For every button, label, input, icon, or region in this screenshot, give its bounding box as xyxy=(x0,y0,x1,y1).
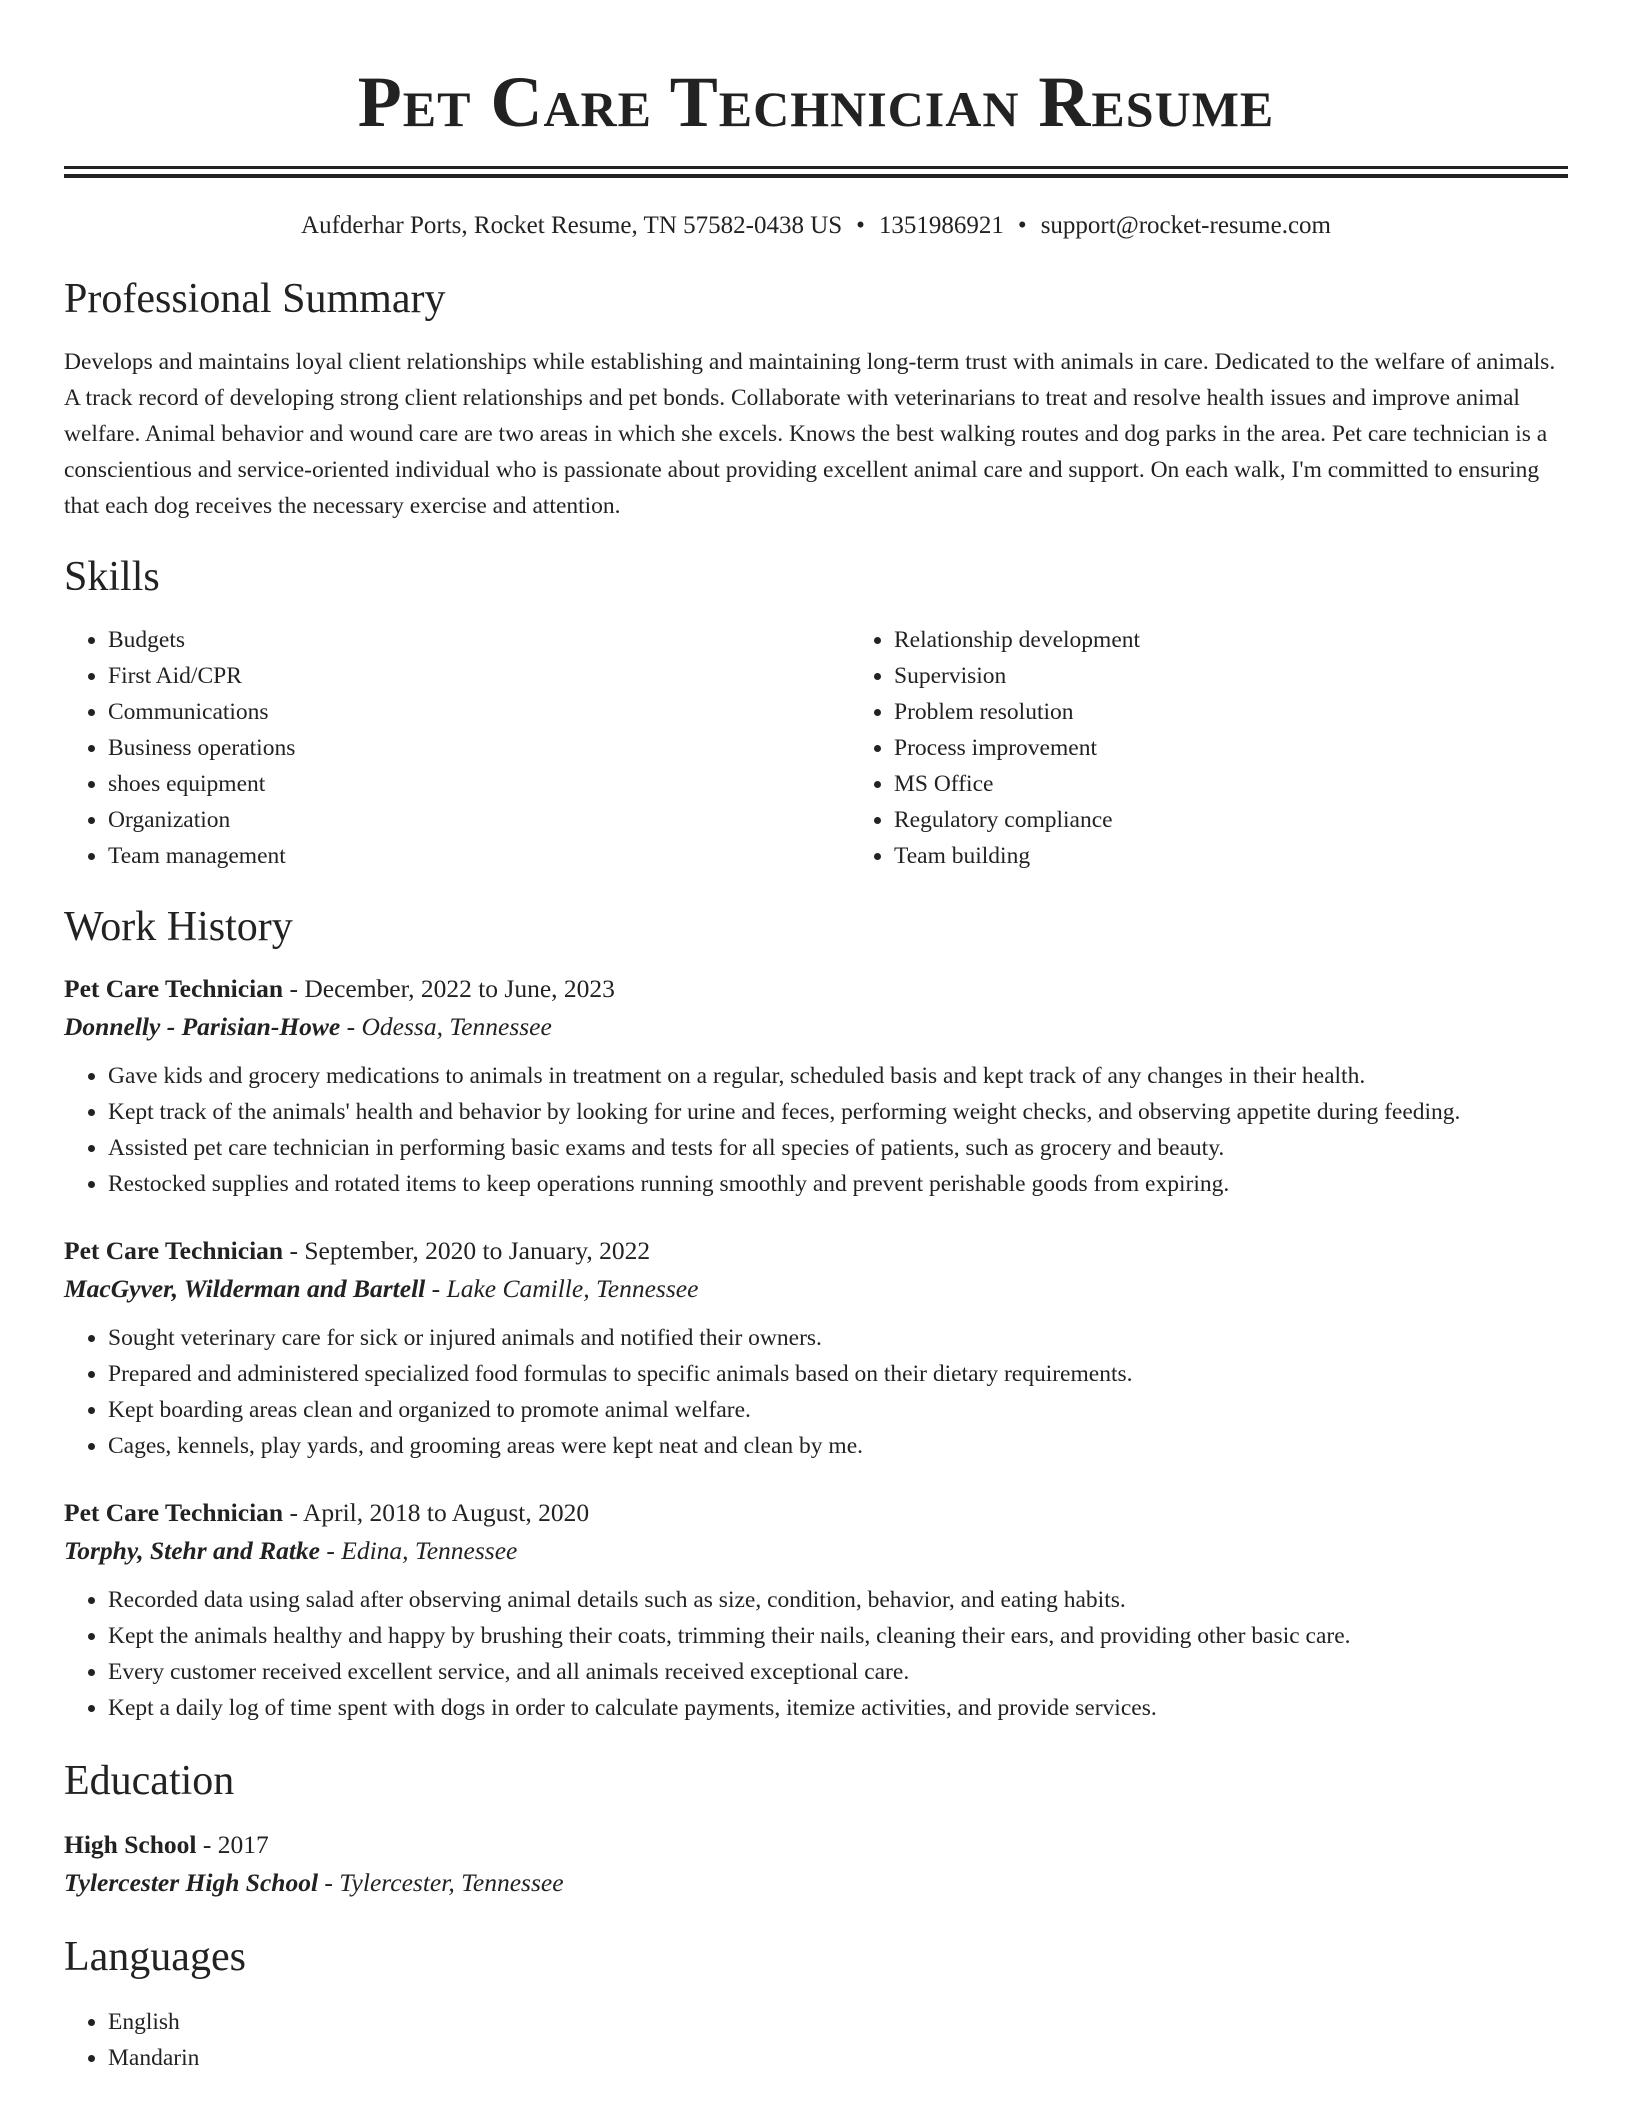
languages-heading: Languages xyxy=(64,1934,246,1980)
education-location: - Tylercester, Tennessee xyxy=(318,1868,564,1897)
contact-separator: • xyxy=(856,212,865,239)
job-location: - Odessa, Tennessee xyxy=(340,1012,552,1041)
education-heading: Education xyxy=(64,1758,235,1804)
job-bullet: • Kept boarding areas clean and organized to promote animal welfare. xyxy=(108,1392,1568,1428)
skill-item: • Team building xyxy=(894,838,1632,874)
skill-item: • Budgets xyxy=(108,622,850,658)
job-bullet: • Sought veterinary care for sick or injured animals and notified their owners. xyxy=(108,1320,1568,1356)
job-bullet: • Restocked supplies and rotated items to keep operations running smoothly and prevent perishable goods from expiring. xyxy=(108,1166,1568,1202)
skill-item: • Organization xyxy=(108,802,850,838)
contact-line xyxy=(64,210,1568,242)
job-dates: - December, 2022 to June, 2023 xyxy=(283,974,615,1003)
contact-separator: • xyxy=(1017,212,1027,239)
education-school-line xyxy=(64,1864,1568,1902)
contact-address: Aufderhar Ports, Rocket Resume, TN 57582-0438 US xyxy=(301,212,843,239)
skill-item: • Regulatory compliance xyxy=(894,802,1632,838)
job-bullet: • Cages, kennels, play yards, and grooming areas were kept neat and clean by me. xyxy=(108,1428,1568,1464)
job-bullet: • Assisted pet care technician in performing basic exams and tests for all species of patients, such as grocery and beauty. xyxy=(108,1130,1568,1166)
skill-item: • Process improvement xyxy=(894,730,1632,766)
contact-email: support@rocket-resume.com xyxy=(1040,212,1331,239)
job-dates: - April, 2018 to August, 2020 xyxy=(283,1498,590,1527)
job-company-line xyxy=(64,1532,1568,1570)
skill-item: • shoes equipment xyxy=(108,766,850,802)
job-bullets xyxy=(64,1320,1568,1464)
languages-list xyxy=(64,2004,1568,2076)
job-bullets xyxy=(64,1582,1568,1726)
job-entry xyxy=(64,1494,1568,1726)
job-company: MacGyver, Wilderman and Bartell xyxy=(64,1274,426,1303)
skill-item: • Relationship development xyxy=(894,622,1632,658)
job-title-line xyxy=(64,1232,1568,1270)
skill-item: • Supervision xyxy=(894,658,1632,694)
education-degree-line xyxy=(64,1826,1568,1864)
job-location: - Lake Camille, Tennessee xyxy=(425,1274,699,1303)
job-entry xyxy=(64,1232,1568,1464)
skills-list-right xyxy=(850,622,1632,874)
job-title: Pet Care Technician xyxy=(64,974,284,1003)
job-company: Donnelly - Parisian-Howe xyxy=(64,1012,341,1041)
resume-title: Pet Care Technician Resume xyxy=(357,62,1275,142)
job-company-line xyxy=(64,1270,1568,1308)
job-bullet: • Every customer received excellent service, and all animals received exceptional care. xyxy=(108,1654,1568,1690)
job-title: Pet Care Technician xyxy=(64,1498,284,1527)
job-title-line xyxy=(64,970,1568,1008)
job-title: Pet Care Technician xyxy=(64,1236,284,1265)
title-double-rule xyxy=(64,166,1568,178)
job-company: Torphy, Stehr and Ratke xyxy=(64,1536,320,1565)
language-item: • Mandarin xyxy=(108,2040,1568,2076)
education-degree: High School xyxy=(64,1830,197,1859)
skill-item: • First Aid/CPR xyxy=(108,658,850,694)
job-bullet: • Prepared and administered specialized food formulas to specific animals based on their dietary requirements. xyxy=(108,1356,1568,1392)
job-title-line xyxy=(64,1494,1568,1532)
work-history-heading: Work History xyxy=(64,904,293,950)
job-bullet: • Kept a daily log of time spent with dogs in order to calculate payments, itemize activities, and provide services. xyxy=(108,1690,1568,1726)
job-bullet: • Gave kids and grocery medications to animals in treatment on a regular, scheduled basis and kept track of any changes in their health. xyxy=(108,1058,1568,1094)
contact-phone: 1351986921 xyxy=(878,212,1004,239)
skills-heading: Skills xyxy=(64,554,160,600)
job-bullet: • Kept track of the animals' health and behavior by looking for urine and feces, performing weight checks, and observing appetite during feeding. xyxy=(108,1094,1568,1130)
summary-text: Develops and maintains loyal client relationships while establishing and maintaining long-term trust with animals in care. Dedicated to the welfare of animals. A track record of developing strong client relationships and pet bonds. Collaborate with veterinarians to treat and resolve health issues and improve animal welfare. Animal behavior and wound care are two areas in which she excels. Knows the best walking routes and dog parks in the area. Pet care technician is a conscientious and service-oriented individual who is passionate about providing excellent animal care and support. On each walk, I'm committed to ensuring that each dog receives the necessary exercise and attention. xyxy=(64,349,1556,519)
skill-item: • MS Office xyxy=(894,766,1632,802)
job-company-line xyxy=(64,1008,1568,1046)
job-dates: - September, 2020 to January, 2022 xyxy=(283,1236,651,1265)
job-entry xyxy=(64,970,1568,1202)
job-location: - Edina, Tennessee xyxy=(320,1536,518,1565)
skill-item: • Team management xyxy=(108,838,850,874)
summary-heading: Professional Summary xyxy=(64,276,446,322)
job-bullets xyxy=(64,1058,1568,1202)
skill-item: • Problem resolution xyxy=(894,694,1632,730)
education-year: - 2017 xyxy=(196,1830,269,1859)
education-school: Tylercester High School xyxy=(64,1868,319,1897)
skills-columns xyxy=(64,622,1568,874)
skills-list-left xyxy=(64,622,850,874)
language-item: • English xyxy=(108,2004,1568,2040)
skill-item: • Business operations xyxy=(108,730,850,766)
skill-item: • Communications xyxy=(108,694,850,730)
job-bullet: • Kept the animals healthy and happy by brushing their coats, trimming their nails, cleaning their ears, and providing other basic care. xyxy=(108,1618,1568,1654)
job-bullet: • Recorded data using salad after observing animal details such as size, condition, behavior, and eating habits. xyxy=(108,1582,1568,1618)
